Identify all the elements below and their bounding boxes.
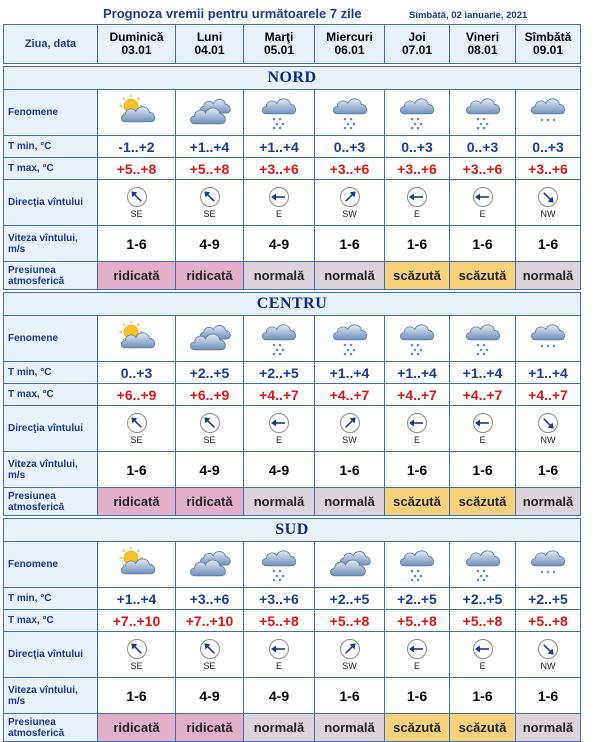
tmax-value: +4..+7 <box>450 384 516 406</box>
pressure-badge: ridicată <box>98 714 176 742</box>
wind-direction <box>244 406 315 452</box>
tmin-value: 0..+3 <box>385 136 450 158</box>
tmin-value: +2..+5 <box>385 588 450 610</box>
pressure-badge: normală <box>516 488 581 516</box>
phenomena-row <box>4 542 581 588</box>
day-header <box>176 25 244 64</box>
wind-direction-label: E <box>479 435 486 445</box>
cloud-rain-icon <box>315 90 385 136</box>
wind-speed-value: 1-6 <box>450 452 516 488</box>
tmin-value: +1..+4 <box>450 362 516 384</box>
wind-direction-cell <box>315 186 384 219</box>
compass-arrow-icon <box>406 638 428 660</box>
pressure-badge: ridicată <box>176 262 244 290</box>
tmax-value: +5..+8 <box>244 610 315 632</box>
tmax-value: +5..+8 <box>176 158 244 180</box>
row-label-tmin: T min, °C <box>4 588 98 610</box>
tmin-value: +1..+4 <box>385 362 450 384</box>
pressure-badge: scăzută <box>450 714 516 742</box>
row-label-pressure: Presiunea atmosferică <box>4 714 98 742</box>
compass-arrow-icon <box>126 412 148 434</box>
wind-direction-label: SE <box>203 435 216 445</box>
wind-direction-label: E <box>413 435 420 445</box>
pressure-badge: scăzută <box>450 488 516 516</box>
partly-cloudy-icon <box>98 316 176 362</box>
tmin-row <box>4 588 581 610</box>
region-title-row <box>4 293 581 316</box>
wind-speed-value: 1-6 <box>450 226 516 262</box>
pressure-badge: scăzută <box>385 262 450 290</box>
wind-speed-value: 4-9 <box>176 452 244 488</box>
row-label-wind-direction: Direcţia vîntului <box>4 180 98 226</box>
tmin-row <box>4 362 581 384</box>
region-title: CENTRU <box>4 293 581 316</box>
wind-direction-row <box>4 406 581 452</box>
wind-direction <box>244 632 315 678</box>
wind-direction-label: NW <box>540 661 556 671</box>
tmin-value: -1..+2 <box>98 136 176 158</box>
tmax-value: +5..+8 <box>450 610 516 632</box>
tmax-value: +3..+6 <box>385 158 450 180</box>
pressure-badge: normală <box>244 488 315 516</box>
wind-speed-value: 1-6 <box>98 678 176 714</box>
cloudy-icon <box>176 316 244 362</box>
wind-speed-value: 1-6 <box>98 452 176 488</box>
compass-arrow-icon <box>339 186 361 208</box>
day-header <box>385 25 450 64</box>
day-date: 09.01 <box>532 43 564 57</box>
compass-arrow-icon <box>126 186 148 208</box>
wind-direction <box>516 406 581 452</box>
wind-direction-label: SW <box>342 661 357 671</box>
day-name: Miercuri <box>326 30 373 44</box>
row-label-phenomena: Fenomene <box>4 542 98 588</box>
wind-direction-cell <box>244 186 314 219</box>
tmin-value: +2..+5 <box>450 588 516 610</box>
cloud-rain-icon <box>450 542 516 588</box>
tmax-value: +5..+8 <box>98 158 176 180</box>
current-date: Sîmbătă, 02 ianuarie, 2021 <box>409 10 528 21</box>
tmin-value: 0..+3 <box>98 362 176 384</box>
row-label-wind-direction: Direcţia vîntului <box>4 406 98 452</box>
wind-speed-value: 1-6 <box>315 678 385 714</box>
row-label-wind-speed: Viteza vîntului, m/s <box>4 678 98 714</box>
wind-direction <box>244 180 315 226</box>
compass-arrow-icon <box>199 186 221 208</box>
wind-speed-value: 1-6 <box>385 678 450 714</box>
wind-speed-value: 4-9 <box>176 678 244 714</box>
compass-arrow-icon <box>472 638 494 660</box>
tmin-value: 0..+3 <box>516 136 581 158</box>
wind-direction-label: E <box>479 661 486 671</box>
wind-speed-row <box>4 452 581 488</box>
tmin-value: +1..+4 <box>98 588 176 610</box>
wind-direction-row <box>4 632 581 678</box>
tmin-value: +2..+5 <box>516 588 581 610</box>
tmin-value: +1..+4 <box>176 136 244 158</box>
day-name: Luni <box>196 30 223 44</box>
wind-speed-value: 4-9 <box>244 452 315 488</box>
tmax-value: +4..+7 <box>244 384 315 406</box>
pressure-badge: normală <box>315 262 385 290</box>
cloudy-icon <box>315 542 385 588</box>
wind-direction-cell <box>176 186 243 219</box>
day-header-row <box>4 25 581 64</box>
wind-direction-cell <box>516 412 580 445</box>
wind-direction <box>450 632 516 678</box>
pressure-badge: ridicată <box>98 262 176 290</box>
day-date: 07.01 <box>401 43 433 57</box>
wind-direction-row <box>4 180 581 226</box>
wind-direction-label: SE <box>130 661 143 671</box>
day-date: 06.01 <box>334 43 365 57</box>
compass-arrow-icon <box>537 638 559 660</box>
pressure-badge: ridicată <box>176 714 244 742</box>
compass-arrow-icon <box>472 412 494 434</box>
cloud-rain-icon <box>244 316 315 362</box>
pressure-badge: scăzută <box>385 488 450 516</box>
wind-direction-label: E <box>275 661 282 671</box>
pressure-row <box>4 488 581 516</box>
wind-direction-label: SE <box>203 209 216 219</box>
phenomena-row <box>4 316 581 362</box>
day-date: 08.01 <box>467 43 498 57</box>
day-date: 04.01 <box>194 43 225 57</box>
day-name: Sîmbătă <box>524 30 572 44</box>
cloud-rain-icon <box>450 90 516 136</box>
tmax-value: +3..+6 <box>244 158 315 180</box>
wind-direction <box>450 406 516 452</box>
tmax-value: +4..+7 <box>315 384 385 406</box>
wind-speed-value: 1-6 <box>516 226 581 262</box>
wind-direction <box>176 180 244 226</box>
cloud-rain-icon <box>315 316 385 362</box>
tmin-value: +2..+5 <box>315 588 385 610</box>
wind-direction-label: E <box>413 209 420 219</box>
tmin-value: +2..+5 <box>244 362 315 384</box>
wind-speed-value: 1-6 <box>516 452 581 488</box>
region-title-row <box>4 67 581 90</box>
cloud-rain-icon <box>385 316 450 362</box>
compass-arrow-icon <box>268 412 290 434</box>
row-label-tmin: T min, °C <box>4 362 98 384</box>
wind-speed-value: 1-6 <box>315 226 385 262</box>
partly-cloudy-icon <box>98 90 176 136</box>
day-header <box>315 25 385 64</box>
wind-speed-value: 4-9 <box>244 226 315 262</box>
wind-direction-cell <box>385 186 449 219</box>
wind-direction-cell <box>385 638 449 671</box>
tmin-value: +2..+5 <box>176 362 244 384</box>
wind-direction <box>450 180 516 226</box>
wind-direction-cell <box>98 412 175 445</box>
wind-direction-cell <box>176 638 243 671</box>
wind-speed-value: 4-9 <box>176 226 244 262</box>
cloud-rain-icon <box>244 542 315 588</box>
cloud-snow-icon <box>516 90 581 136</box>
row-label-pressure: Presiunea atmosferică <box>4 488 98 516</box>
wind-direction-cell <box>450 186 515 219</box>
wind-speed-value: 1-6 <box>385 452 450 488</box>
tmax-value: +6..+9 <box>98 384 176 406</box>
wind-direction-label: SE <box>130 209 143 219</box>
tmax-row <box>4 158 581 180</box>
row-label-tmax: T max, °C <box>4 610 98 632</box>
pressure-badge: normală <box>315 488 385 516</box>
day-header <box>98 25 176 64</box>
tmax-value: +7..+10 <box>176 610 244 632</box>
tmax-value: +7..+10 <box>98 610 176 632</box>
cloud-rain-icon <box>385 542 450 588</box>
partly-cloudy-icon <box>98 542 176 588</box>
tmax-value: +6..+9 <box>176 384 244 406</box>
page-header <box>0 0 600 24</box>
compass-arrow-icon <box>406 412 428 434</box>
tmax-value: +5..+8 <box>385 610 450 632</box>
row-label-pressure: Presiunea atmosferică <box>4 262 98 290</box>
row-label-wind-speed: Viteza vîntului, m/s <box>4 226 98 262</box>
wind-direction-label: NW <box>540 209 556 219</box>
pressure-badge: scăzută <box>450 262 516 290</box>
tmax-value: +3..+6 <box>516 158 581 180</box>
wind-direction-cell <box>315 638 384 671</box>
forecast-table <box>3 24 581 742</box>
wind-direction <box>315 180 385 226</box>
cloud-snow-icon <box>516 542 581 588</box>
compass-arrow-icon <box>406 186 428 208</box>
tmax-value: +5..+8 <box>516 610 581 632</box>
wind-direction <box>176 632 244 678</box>
wind-speed-value: 1-6 <box>450 678 516 714</box>
tmax-value: +4..+7 <box>385 384 450 406</box>
cloudy-icon <box>176 90 244 136</box>
tmin-value: +1..+4 <box>315 362 385 384</box>
pressure-badge: normală <box>516 714 581 742</box>
compass-arrow-icon <box>268 186 290 208</box>
day-date: 03.01 <box>121 43 152 57</box>
wind-speed-value: 1-6 <box>98 226 176 262</box>
pressure-row <box>4 262 581 290</box>
compass-arrow-icon <box>537 412 559 434</box>
tmax-value: +5..+8 <box>315 610 385 632</box>
tmax-value: +3..+6 <box>315 158 385 180</box>
wind-direction <box>385 180 450 226</box>
cloud-rain-icon <box>385 90 450 136</box>
wind-direction-cell <box>450 638 515 671</box>
wind-direction-label: SW <box>342 209 357 219</box>
wind-direction <box>516 180 581 226</box>
wind-direction-label: NW <box>540 435 556 445</box>
region-title-row <box>4 519 581 542</box>
pressure-row <box>4 714 581 742</box>
tmin-value: +1..+4 <box>244 136 315 158</box>
wind-direction <box>315 406 385 452</box>
wind-speed-value: 1-6 <box>315 452 385 488</box>
wind-direction-cell <box>450 412 515 445</box>
wind-direction <box>385 406 450 452</box>
pressure-badge: normală <box>244 714 315 742</box>
wind-direction-cell <box>516 638 580 671</box>
tmin-value: +3..+6 <box>244 588 315 610</box>
compass-arrow-icon <box>268 638 290 660</box>
day-header <box>516 25 581 64</box>
compass-arrow-icon <box>339 638 361 660</box>
wind-speed-value: 1-6 <box>385 226 450 262</box>
wind-direction <box>98 406 176 452</box>
cloud-rain-icon <box>244 90 315 136</box>
row-label-tmin: T min, °C <box>4 136 98 158</box>
tmax-value: +4..+7 <box>516 384 581 406</box>
tmax-row <box>4 384 581 406</box>
cloud-snow-icon <box>516 316 581 362</box>
wind-direction <box>176 406 244 452</box>
compass-arrow-icon <box>537 186 559 208</box>
day-header <box>450 25 516 64</box>
wind-direction-cell <box>98 186 175 219</box>
pressure-badge: normală <box>315 714 385 742</box>
wind-direction-label: E <box>413 661 420 671</box>
tmin-value: +3..+6 <box>176 588 244 610</box>
wind-direction-label: SE <box>130 435 143 445</box>
wind-direction <box>385 632 450 678</box>
phenomena-row <box>4 90 581 136</box>
row-label-wind-direction: Direcţia vîntului <box>4 632 98 678</box>
wind-direction <box>516 632 581 678</box>
wind-direction-cell <box>315 412 384 445</box>
row-label-wind-speed: Viteza vîntului, m/s <box>4 452 98 488</box>
tmin-value: 0..+3 <box>315 136 385 158</box>
tmax-row <box>4 610 581 632</box>
pressure-badge: ridicată <box>176 488 244 516</box>
tmin-row <box>4 136 581 158</box>
row-label-tmax: T max, °C <box>4 158 98 180</box>
column-label-day-date: Ziua, data <box>4 25 98 64</box>
compass-arrow-icon <box>126 638 148 660</box>
day-name: Vineri <box>465 30 500 44</box>
row-label-tmax: T max, °C <box>4 384 98 406</box>
wind-direction-label: SW <box>342 435 357 445</box>
wind-speed-value: 1-6 <box>516 678 581 714</box>
cloud-rain-icon <box>450 316 516 362</box>
wind-direction-cell <box>385 412 449 445</box>
wind-direction-cell <box>98 638 175 671</box>
compass-arrow-icon <box>199 638 221 660</box>
pressure-badge: scăzută <box>385 714 450 742</box>
wind-direction-label: SE <box>203 661 216 671</box>
wind-direction <box>98 180 176 226</box>
wind-direction-cell <box>244 638 314 671</box>
pressure-badge: normală <box>516 262 581 290</box>
day-name: Joi <box>408 30 426 44</box>
wind-direction-cell <box>244 412 314 445</box>
tmin-value: +1..+4 <box>516 362 581 384</box>
tmin-value: 0..+3 <box>450 136 516 158</box>
wind-direction-cell <box>516 186 580 219</box>
page-title: Prognoza vremii pentru următoarele 7 zile <box>103 6 362 21</box>
day-name: Marţi <box>264 30 294 44</box>
day-header <box>244 25 315 64</box>
row-label-phenomena: Fenomene <box>4 316 98 362</box>
compass-arrow-icon <box>339 412 361 434</box>
wind-speed-value: 4-9 <box>244 678 315 714</box>
compass-arrow-icon <box>472 186 494 208</box>
tmax-value: +3..+6 <box>450 158 516 180</box>
region-title: NORD <box>4 67 581 90</box>
row-label-phenomena: Fenomene <box>4 90 98 136</box>
wind-direction-label: E <box>275 209 282 219</box>
pressure-badge: ridicată <box>98 488 176 516</box>
wind-direction-cell <box>176 412 243 445</box>
region-title: SUD <box>4 519 581 542</box>
pressure-badge: normală <box>244 262 315 290</box>
wind-speed-row <box>4 226 581 262</box>
cloudy-icon <box>176 542 244 588</box>
day-name: Duminică <box>109 30 164 44</box>
wind-direction <box>98 632 176 678</box>
day-date: 05.01 <box>263 43 295 57</box>
wind-direction <box>315 632 385 678</box>
wind-direction-label: E <box>479 209 486 219</box>
wind-direction-label: E <box>275 435 282 445</box>
compass-arrow-icon <box>199 412 221 434</box>
